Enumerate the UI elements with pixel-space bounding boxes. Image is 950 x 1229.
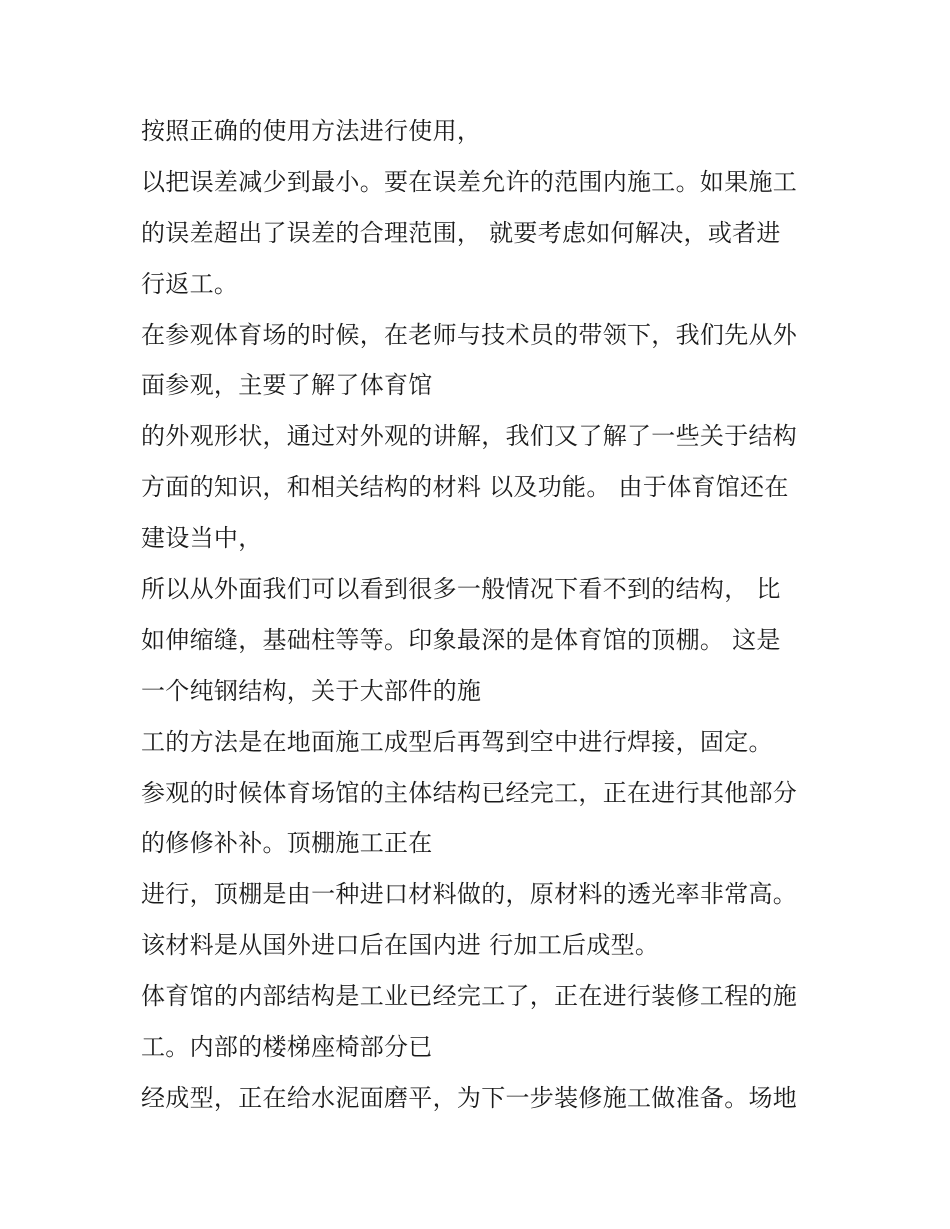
text-line: 工的方法是在地面施工成型后再驾到空中进行焊接，固定。 [141,727,773,756]
text-line: 建设当中， [141,524,263,553]
body-text [141,106,841,1124]
text-line: 行返工。 [141,269,239,298]
text-line: 工。内部的楼梯座椅部分已 [141,1033,433,1062]
text-line: 参观的时候体育场馆的主体结构已经完工，正在进行其他部分 [141,778,798,807]
text-line: 方面的知识，和相关结构的材料 以及功能。 由于体育馆还在 [141,473,789,502]
text-line: 的修修补补。顶棚施工正在 [141,829,433,858]
text-line: 的外观形状，通过对外观的讲解，我们又了解了一些关于结构 [141,422,798,451]
text-line: 一个纯钢结构，关于大部件的施 [141,676,482,705]
text-line: 经成型，正在给水泥面磨平，为下一步装修施工做准备。场地 [141,1083,798,1112]
text-line: 该材料是从国外进口后在国内进 行加工后成型。 [141,931,660,960]
text-line: 面参观，主要了解了体育馆 [141,371,433,400]
text-line: 的误差超出了误差的合理范围， 就要考虑如何解决，或者进 [141,218,781,247]
text-line: 以把误差减少到最小。要在误差允许的范围内施工。如果施工 [141,167,798,196]
text-line: 体育馆的内部结构是工业已经完工了，正在进行装修工程的施 [141,982,798,1011]
text-line: 按照正确的使用方法进行使用， [141,117,482,145]
text-line: 所以从外面我们可以看到很多一般情况下看不到的结构， 比 [141,575,781,604]
text-line: 进行，顶棚是由一种进口材料做的，原材料的透光率非常高。 [141,880,798,909]
text-line: 在参观体育场的时候，在老师与技术员的带领下，我们先从外 [141,320,798,349]
text-line: 如伸缩缝，基础柱等等。印象最深的是体育馆的顶棚。 这是 [141,625,781,654]
